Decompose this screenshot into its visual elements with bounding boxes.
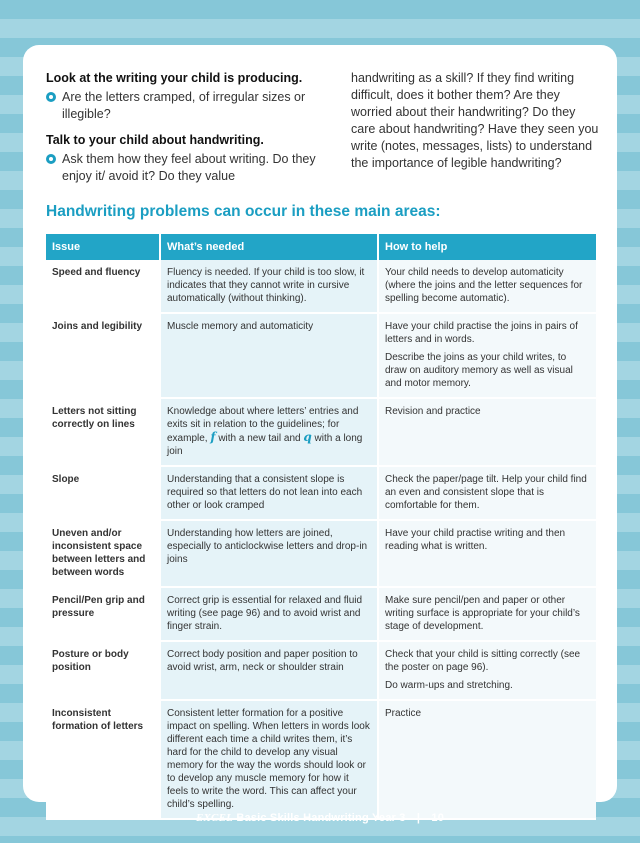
help-cell (378, 641, 596, 700)
intro-bullet-2-text: Ask them how they feel about writing. Do they enjoy it/ avoid it? Do they value (62, 152, 316, 183)
help-cell (378, 313, 596, 398)
needed-cell (160, 398, 378, 466)
help-cell (378, 398, 596, 466)
help-cell (378, 260, 596, 313)
table-row (46, 260, 596, 313)
needed-cell: Muscle memory and automaticity (160, 313, 378, 398)
book-title: Basic Skills Handwriting Year 3 (236, 812, 406, 824)
needed-cell: Consistent letter formation for a positive impact on spelling. When letters in words look different each time a child writes them, it’s hard for the child to develop any visual memory for the way the words should look or to develop any muscle memory for how it feels to write the word. This can affect your child’s spelling. (160, 700, 378, 819)
help-text: Practice (385, 708, 422, 719)
help-text: Describe the joins as your child writes, to draw on auditory memory as well as visual and motor memory. (385, 352, 573, 389)
help-text: Do warm-ups and stretching. (385, 680, 513, 691)
brand-name: EXCEL (195, 812, 234, 824)
help-text: Make sure pencil/pen and paper or other writing surface is appropriate for your child’s stage of development. (385, 595, 580, 632)
needed-cell: Fluency is needed. If your child is too slow, it indicates that they cannot write in cursive automatically (without thinking). (160, 260, 378, 313)
help-cell (378, 466, 596, 520)
intro-heading-1: Look at the writing your child is producing. (46, 71, 303, 85)
content-card (23, 45, 617, 810)
help-text: Check that your child is sitting correctly (see the poster on page 96). (385, 649, 581, 673)
intro-bullet-1 (46, 89, 316, 123)
bullet-dot-icon (46, 92, 56, 102)
table-row (46, 398, 596, 466)
needed-cell: Understanding how letters are joined, especially to anticlockwise letters and drop-in joins (160, 520, 378, 587)
help-cell (378, 700, 596, 819)
header-help: How to help (378, 234, 596, 260)
cursive-f-sample: f (210, 430, 216, 444)
intro-section (46, 70, 599, 190)
table-header-row (46, 234, 596, 260)
help-text: Have your child practise the joins in pairs of letters and in words. (385, 321, 578, 345)
intro-bullet-2 (46, 151, 316, 185)
header-issue: Issue (46, 234, 160, 260)
help-cell (378, 520, 596, 587)
needed-text-part: with a long join (167, 433, 363, 457)
intro-heading-2: Talk to your child about handwriting. (46, 133, 264, 147)
needed-text-part: Knowledge about where letters’ entries and exits sit in relation to the guidelines; for example, (167, 406, 359, 444)
table-row (46, 466, 596, 520)
page-number: 10 (431, 812, 445, 824)
issue-cell: Pencil/Pen grip and pressure (46, 587, 160, 641)
issue-cell: Posture or body position (46, 641, 160, 700)
help-text: Your child needs to develop automaticity (where the joins and the letter sequences for spelling become automatic). (385, 267, 583, 304)
issue-cell: Letters not sitting correctly on lines (46, 398, 160, 466)
help-text: Have your child practise writing and then reading what is written. (385, 528, 566, 552)
needed-cell: Correct grip is essential for relaxed and fluid writing (see page 96) and to avoid wrist and finger strain. (160, 587, 378, 641)
footer-separator: | (416, 812, 421, 824)
issues-table (46, 234, 596, 820)
needed-cell: Correct body position and paper position to avoid wrist, arm, neck or shoulder strain (160, 641, 378, 700)
table-row (46, 520, 596, 587)
issue-cell: Speed and fluency (46, 260, 160, 313)
header-needed: What’s needed (160, 234, 378, 260)
help-text: Check the paper/page tilt. Help your child find an even and consistent slope that is comfortable for them. (385, 474, 587, 511)
table-row (46, 641, 596, 700)
table-row (46, 313, 596, 398)
needed-text-part: with a new tail and (218, 433, 301, 444)
issue-cell: Inconsistent formation of letters (46, 700, 160, 819)
issue-cell: Uneven and/or inconsistent space between letters and between words (46, 520, 160, 587)
intro-left-column (46, 70, 316, 194)
page-footer (0, 812, 640, 824)
intro-bullet-1-text: Are the letters cramped, of irregular sizes or illegible? (62, 90, 306, 121)
section-heading: Handwriting problems can occur in these main areas: (46, 203, 441, 220)
help-text: Revision and practice (385, 406, 481, 417)
intro-right-column: handwriting as a skill? If they find writing difficult, does it bother them? Are they worried about their handwriting? Do they care about handwriting? Have they seen you write (notes, messages, lists) to understand the importance of legible handwriting? (351, 71, 599, 170)
bullet-dot-icon (46, 154, 56, 164)
issue-cell: Joins and legibility (46, 313, 160, 398)
issue-cell: Slope (46, 466, 160, 520)
cursive-q-sample: q (303, 430, 312, 444)
needed-cell: Understanding that a consistent slope is required so that letters do not lean into each other or look cramped (160, 466, 378, 520)
table-row (46, 587, 596, 641)
table-row (46, 700, 596, 819)
help-cell (378, 587, 596, 641)
